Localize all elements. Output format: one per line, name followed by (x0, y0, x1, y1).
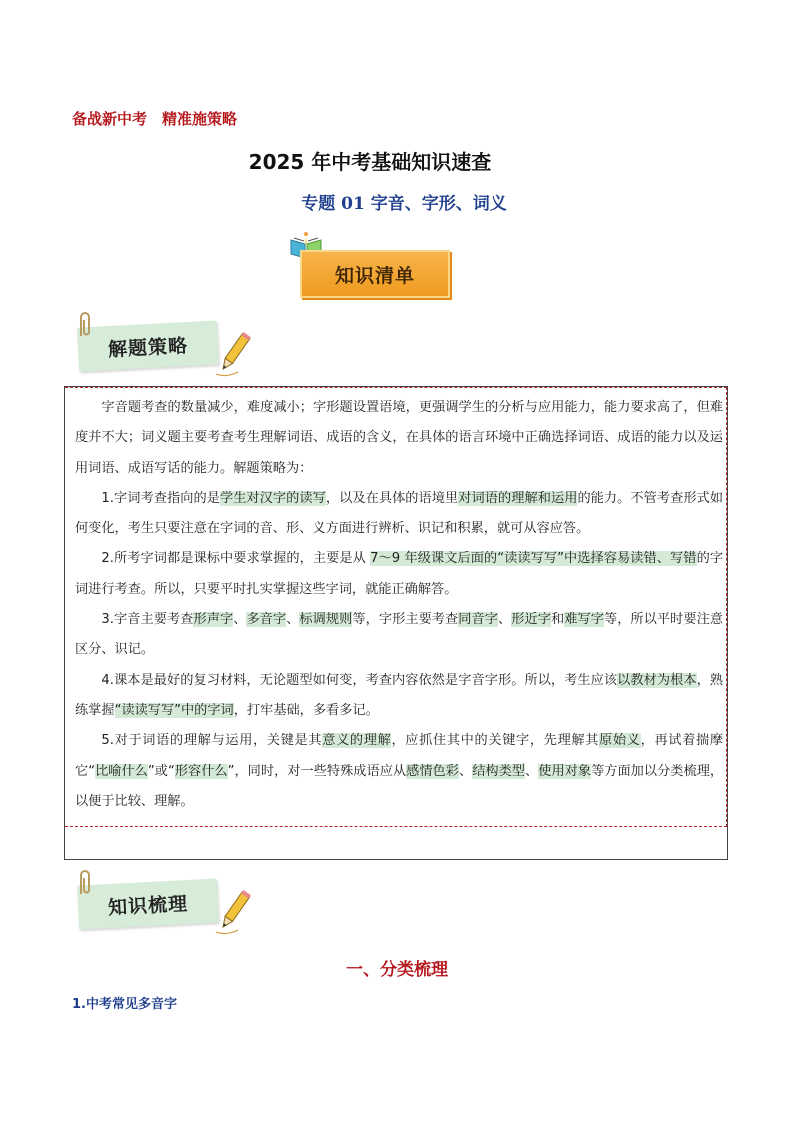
strategy-point-4: 4.课本是最好的复习材料，无论题型如何变，考查内容依然是字音字形。所以，考生应该以教材为根本，熟练掌握“读读写写”中的字词，打牢基础，多看多记。 (75, 672, 723, 718)
strategy-box (64, 386, 728, 860)
strategy-point-3: 3.字音主要考查形声字、多音字、标调规则等，字形主要考查同音字、形近字和难写字等，所以平时要注意区分、识记。 (75, 612, 724, 658)
strategy-point-1: 1.字词考查指向的是学生对汉字的读写，以及在具体的语境里对词语的理解和运用的能力。不管考查形式如何变化，考生只要注意在字词的音、形、义方面进行辨析、识记和积累，就可从容应答。 (75, 490, 724, 537)
strategy-intro: 字音题考查的数量减少，难度减小；字形题设置语境，更强调学生的分析与应用能力，能力要求高了，但难度并不大；词义题主要考查考生理解词语、成语的含义，在具体的语言环境中正确选择词语、成语的能力以及运用词语、成语写话的能力。解题策略为： (75, 400, 723, 476)
tag-paper (77, 878, 219, 929)
sub-heading: 1.中考常见多音字 (72, 997, 177, 1012)
strategy-point-5: 5.对于词语的理解与运用，关键是其意义的理解，应抓住其中的关键字，先理解其原始义，再试着揣摩它“比喻什么”或“形容什么”，同时，对一些特殊成语应从感情色彩、结构类型、使用对象等方面加以分类梳理，以便于比较、理解。 (75, 733, 724, 809)
pencil-icon (212, 886, 254, 938)
knowledge-list-banner (288, 230, 458, 298)
tag-paper (77, 320, 219, 371)
paperclip-icon (76, 868, 94, 898)
strategy-point-2: 2.所考字词都是课标中要求掌握的，主要是从 7～9 年级课文后面的“读读写写”中选择容易读错、写错的字词进行考查。所以，只要平时扎实掌握这些字词，就能正确解答。 (75, 551, 724, 597)
pencil-icon (212, 328, 254, 380)
document-subtitle: 专题 01 字音、字形、词义 (301, 194, 507, 214)
paperclip-icon (76, 310, 94, 340)
knowledge-section-tag (70, 876, 260, 944)
strategy-text (75, 393, 723, 817)
section-heading: 一、分类梳理 (346, 960, 448, 980)
banner-label: 知识清单 (334, 264, 415, 287)
document-title: 2025 年中考基础知识速查 (248, 150, 492, 174)
header-tag: 备战新中考 精准施策略 (72, 110, 238, 128)
banner-box (300, 250, 450, 298)
strategy-tag-label: 解题策略 (107, 334, 189, 361)
knowledge-tag-label: 知识梳理 (107, 892, 189, 919)
strategy-section-tag (70, 318, 260, 386)
